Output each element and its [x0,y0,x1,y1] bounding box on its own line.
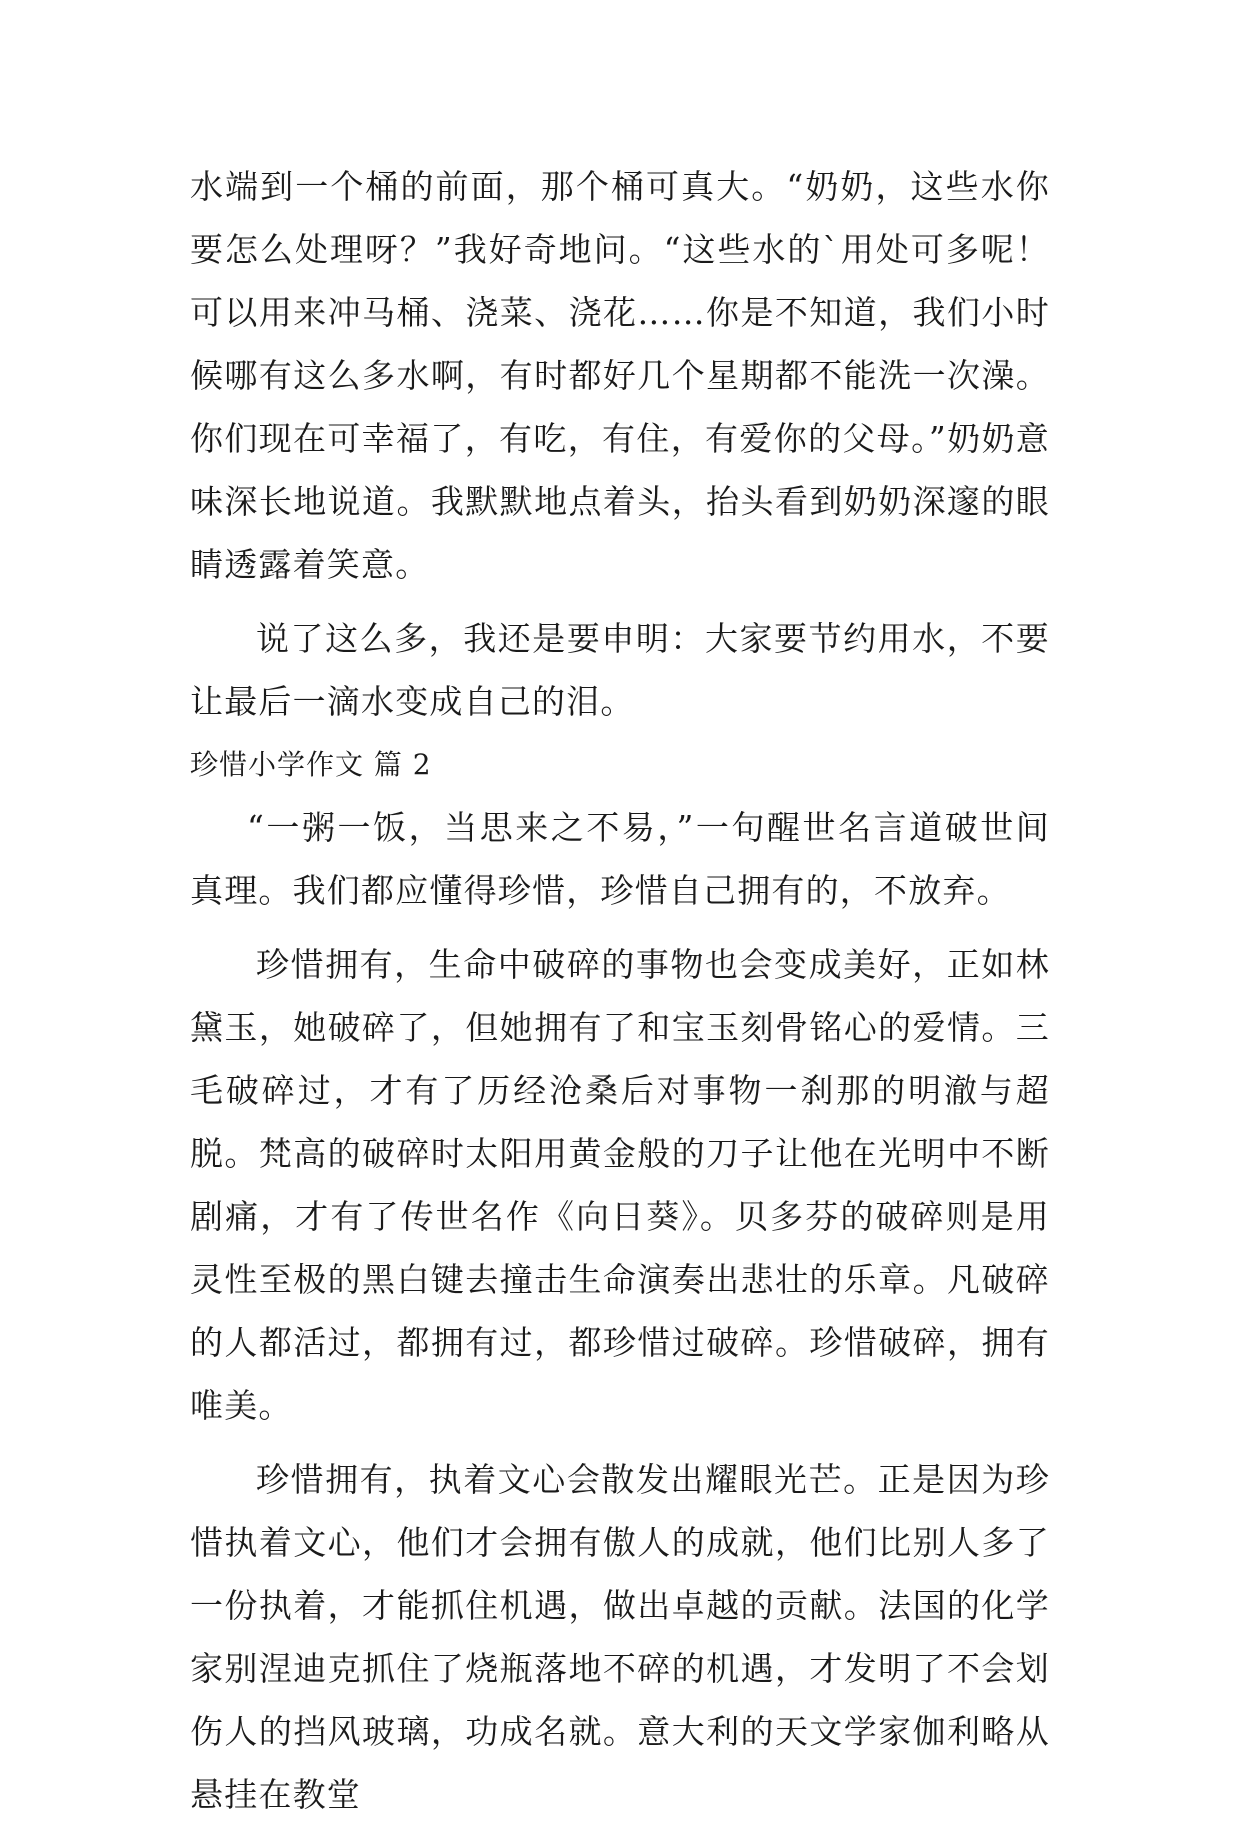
section-title: 珍惜小学作文 篇 2 [190,748,432,781]
paragraph-intro: “一粥一饭，当思来之不易，”一句醒世名言道破世间真理。我们都应懂得珍惜，珍惜自己拥有的，不放弃。 [190,808,1050,910]
document-body [190,155,1050,1826]
paragraph-continued: 水端到一个桶的前面，那个桶可真大。“奶奶，这些水你要怎么处理呀？”我好奇地问。“这些水的`用处可多呢！可以用来冲马桶、浇菜、浇花……你是不知道，我们小时候哪有这么多水啊，有时都好几个星期都不能洗一次澡。你们现在可幸福了，有吃，有住，有爱你的父母。”奶奶意味深长地说道。我默默地点着头，抬头看到奶奶深邃的眼睛透露着笑意。 [190,167,1050,584]
paragraph-conclusion: 说了这么多，我还是要申明：大家要节约用水，不要让最后一滴水变成自己的泪。 [190,619,1050,721]
paragraph-broken-things: 珍惜拥有，生命中破碎的事物也会变成美好，正如林黛玉，她破碎了，但她拥有了和宝玉刻骨铭心的爱情。三毛破碎过，才有了历经沧桑后对事物一刹那的明澈与超脱。梵高的破碎时太阳用黄金般的刀子让他在光明中不断剧痛，才有了传世名作《向日葵》。贝多芬的破碎则是用灵性至极的黑白键去撞击生命演奏出悲壮的乐章。凡破碎的人都活过，都拥有过，都珍惜过破碎。珍惜破碎，拥有唯美。 [190,945,1050,1425]
paragraph-persistence: 珍惜拥有，执着文心会散发出耀眼光芒。正是因为珍惜执着文心，他们才会拥有傲人的成就，他们比别人多了一份执着，才能抓住机遇，做出卓越的贡献。法国的化学家别涅迪克抓住了烧瓶落地不碎的机遇，才发明了不会划伤人的挡风玻璃，功成名就。意大利的天文学家伽利略从悬挂在教堂 [190,1460,1050,1814]
